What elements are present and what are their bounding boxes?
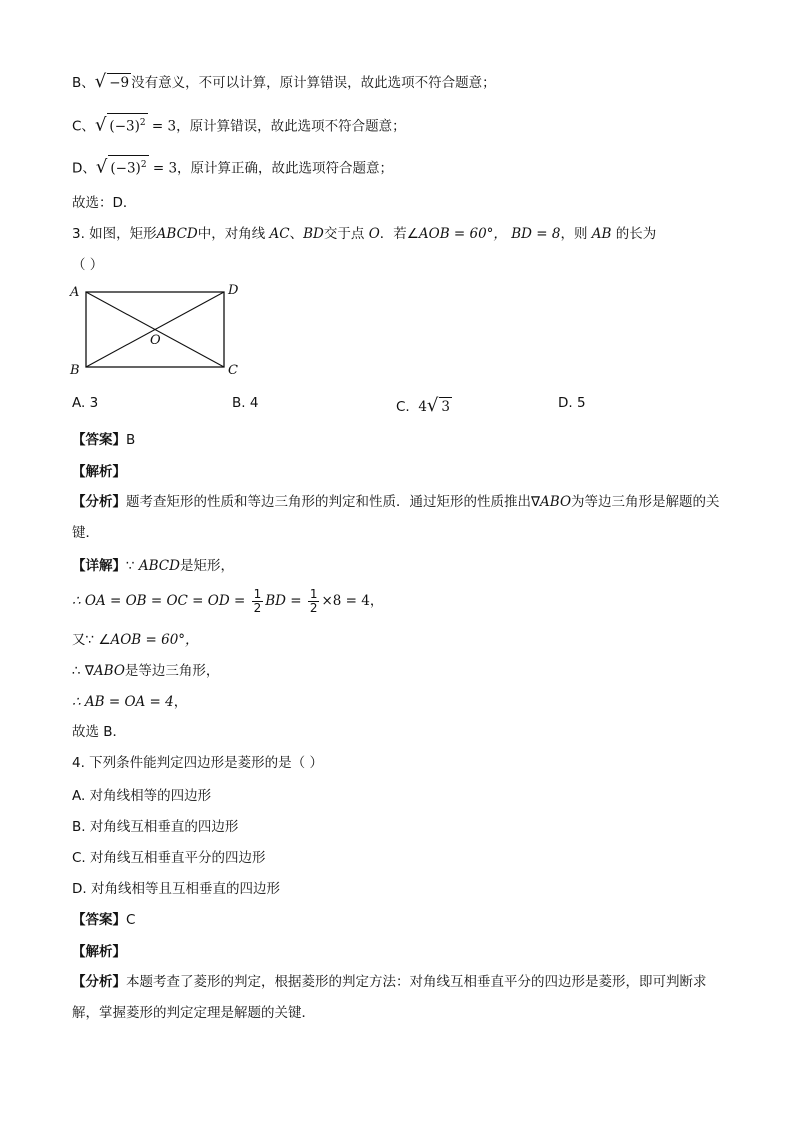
option-label: B、 <box>72 75 95 91</box>
line-text: 没有意义，不可以计算，原计算错误，故此选项不符合题意； <box>131 75 496 91</box>
q3-option-b: B. 4 <box>232 395 259 411</box>
q4-stem: 4. 下列条件能判定四边形是菱形的是（ ） <box>72 755 323 771</box>
q4-answer: 【答案】C <box>72 912 136 928</box>
equation: = 3 <box>147 118 177 135</box>
solution-line-b: B、√ −9 没有意义，不可以计算，原计算错误，故此选项不符合题意； <box>72 71 496 92</box>
q4-option-a: A. 对角线相等的四边形 <box>72 788 212 804</box>
q3-xiangjie-2: ∴ OA = OB = OC = OD = $\frac{1}{2}$ BD = $\frac{1}{2}$ ×8 = 4， <box>72 586 384 615</box>
vertex-label-c: C <box>228 363 238 378</box>
q4-analysis-heading: 【解析】 <box>72 944 126 960</box>
fraction: $\frac{1}{2}$ <box>253 586 262 615</box>
q3-xiangjie-5: ∴ AB = OA = 4， <box>72 694 188 710</box>
vertex-label-d: D <box>228 283 239 298</box>
vertex-label-b: B <box>70 363 80 378</box>
line-text: ，原计算正确，故此选项符合题意； <box>177 160 394 177</box>
q3-fenxi: 【分析】题考查矩形的性质和等边三角形的判定和性质．通过矩形的性质推出∇ABO为等边三角形是解题的关键． <box>72 494 720 541</box>
radical: −9 <box>109 75 130 91</box>
center-label-o: O <box>150 333 161 348</box>
q4-fenxi: 【分析】本题考查了菱形的判定，根据菱形的判定方法：对角线互相垂直平分的四边形是菱形，即可判断求解，掌握菱形的判定定理是解题的关键． <box>72 974 707 1021</box>
q3-analysis-heading: 【解析】 <box>72 464 126 480</box>
choose-d: 故选：D． <box>72 195 137 211</box>
q4-option-b: B. 对角线互相垂直的四边形 <box>72 819 239 835</box>
q3-xiangjie-4: ∴ ∇ABO是等边三角形， <box>72 663 220 679</box>
fraction: $\frac{1}{2}$ <box>309 586 318 615</box>
vertex-label-a: A <box>70 285 80 300</box>
radical: $(-3)^2$ <box>107 113 147 136</box>
line-text: ，原计算错误，故此选项不符合题意； <box>176 118 406 135</box>
q3-xiangjie-3: 又∵ ∠AOB = 60°， <box>72 632 199 648</box>
q3-answer: 【答案】B <box>72 432 136 448</box>
q3-option-a: A. 3 <box>72 395 99 411</box>
equation: = 3 <box>148 160 178 177</box>
q3-option-d: D. 5 <box>558 395 586 411</box>
solution-line-d: D、√ $(-3)^2 = 3$，原计算正确，故此选项符合题意； <box>72 156 394 178</box>
q3-paren: （ ） <box>72 257 104 273</box>
q3-option-c: C. 4√ 3 <box>396 395 450 416</box>
choose-b: 故选 B． <box>72 724 127 740</box>
option-label: D、 <box>72 160 96 177</box>
radical: $(-3)^2$ <box>108 155 148 178</box>
option-label: C、 <box>72 118 95 135</box>
rectangle-figure <box>64 280 254 380</box>
q4-option-c: C. 对角线互相垂直平分的四边形 <box>72 850 266 866</box>
radical: 3 <box>441 399 450 415</box>
q3-stem: 3. 如图，矩形ABCD中，对角线 AC、BD交于点 O．若∠AOB = 60°， BD = 8，则 AB 的长为 <box>72 226 657 242</box>
q3-xiangjie-1: 【详解】∵ ABCD是矩形， <box>72 558 234 574</box>
q4-option-d: D. 对角线相等且互相垂直的四边形 <box>72 881 280 897</box>
solution-line-c: C、√ $(-3)^2 = 3$，原计算错误，故此选项不符合题意； <box>72 114 406 136</box>
